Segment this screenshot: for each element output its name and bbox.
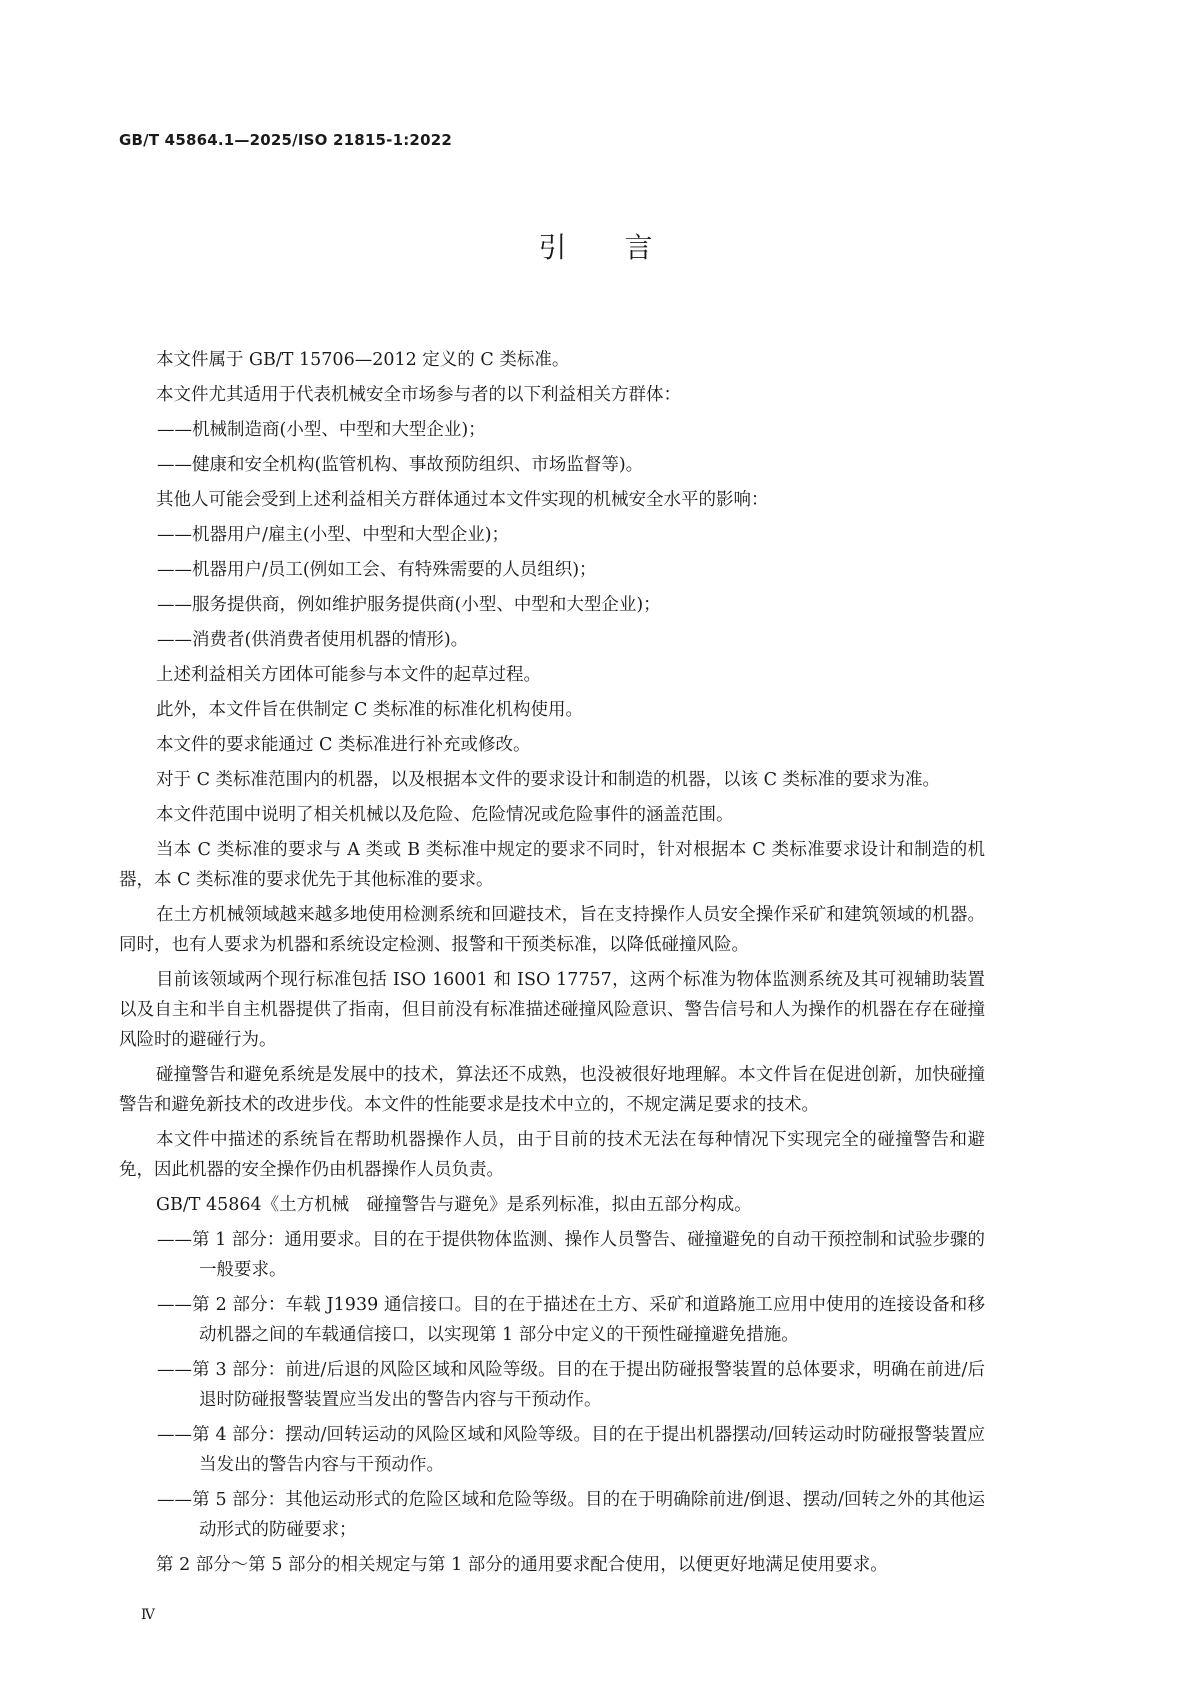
paragraph: 碰撞警告和避免系统是发展中的技术，算法还不成熟，也没被很好地理解。本文件旨在促进创新，加快碰撞警告和避免新技术的改进步伐。本文件的性能要求是技术中立的，不规定满足要求的技术。	[119, 1065, 985, 1115]
paragraph: 此外，本文件旨在供制定 C 类标准的标准化机构使用。	[156, 700, 584, 720]
list-item: ——服务提供商，例如维护服务提供商(小型、中型和大型企业)；	[157, 595, 661, 615]
paragraph: 本文件范围中说明了相关机械以及危险、危险情况或危险事件的涵盖范围。	[156, 805, 734, 825]
paragraph: 本文件属于 GB/T 15706—2012 定义的 C 类标准。	[156, 350, 570, 370]
list-item: ——第 4 部分：摆动/回转运动的风险区域和风险等级。目的在于提出机器摆动/回转运动时防碰报警装置应当发出的警告内容与干预动作。	[157, 1425, 985, 1475]
paragraph: 本文件的要求能通过 C 类标准进行补充或修改。	[156, 735, 531, 755]
list-item: ——机器用户/员工(例如工会、有特殊需要的人员组织)；	[157, 560, 597, 580]
paragraph: 对于 C 类标准范围内的机器，以及根据本文件的要求设计和制造的机器，以该 C 类标准的要求为准。	[156, 770, 941, 790]
list-item: ——第 2 部分：车载 J1939 通信接口。目的在于描述在土方、采矿和道路施工应用中使用的连接设备和移动机器之间的车载通信接口，以实现第 1 部分中定义的干预性碰撞避免措施。	[157, 1295, 985, 1345]
list-item: ——消费者(供消费者使用机器的情形)。	[157, 630, 469, 650]
paragraph: 目前该领域两个现行标准包括 ISO 16001 和 ISO 17757，这两个标准为物体监测系统及其可视辅助装置以及自主和半自主机器提供了指南，但目前没有标准描述碰撞风险意识、警告信号和人为操作的机器在存在碰撞风险时的避碰行为。	[119, 970, 985, 1050]
list-item: ——第 1 部分：通用要求。目的在于提供物体监测、操作人员警告、碰撞避免的自动干预控制和试验步骤的一般要求。	[157, 1230, 985, 1280]
paragraph: 当本 C 类标准的要求与 A 类或 B 类标准中规定的要求不同时，针对根据本 C 类标准要求设计和制造的机器，本 C 类标准的要求优先于其他标准的要求。	[119, 840, 985, 890]
paragraph: GB/T 45864《土方机械 碰撞警告与避免》是系列标准，拟由五部分构成。	[156, 1195, 752, 1215]
paragraph: 其他人可能会受到上述利益相关方群体通过本文件实现的机械安全水平的影响：	[156, 490, 769, 510]
list-item: ——第 5 部分：其他运动形式的危险区域和危险等级。目的在于明确除前进/倒退、摆动/回转之外的其他运动形式的防碰要求；	[157, 1490, 985, 1540]
paragraph: 本文件中描述的系统旨在帮助机器操作人员，由于目前的技术无法在每种情况下实现完全的碰撞警告和避免，因此机器的安全操作仍由机器操作人员负责。	[119, 1130, 985, 1180]
page-title: 引言	[538, 231, 711, 264]
page-number: Ⅳ	[141, 1607, 155, 1623]
list-item: ——健康和安全机构(监管机构、事故预防组织、市场监督等)。	[157, 455, 644, 475]
standard-code-header: GB/T 45864.1—2025/ISO 21815-1:2022	[119, 131, 452, 149]
list-item: ——机器用户/雇主(小型、中型和大型企业)；	[157, 525, 510, 545]
list-item: ——第 3 部分：前进/后退的风险区域和风险等级。目的在于提出防碰报警装置的总体要求，明确在前进/后退时防碰报警装置应当发出的警告内容与干预动作。	[157, 1360, 985, 1410]
paragraph: 上述利益相关方团体可能参与本文件的起草过程。	[156, 665, 541, 685]
paragraph: 本文件尤其适用于代表机械安全市场参与者的以下利益相关方群体：	[156, 385, 681, 405]
list-item: ——机械制造商(小型、中型和大型企业)；	[157, 420, 486, 440]
paragraph: 第 2 部分～第 5 部分的相关规定与第 1 部分的通用要求配合使用，以便更好地满足使用要求。	[156, 1555, 888, 1575]
introduction-body	[119, 345, 985, 1585]
paragraph: 在土方机械领域越来越多地使用检测系统和回避技术，旨在支持操作人员安全操作采矿和建筑领域的机器。同时，也有人要求为机器和系统设定检测、报警和干预类标准，以降低碰撞风险。	[119, 905, 985, 955]
